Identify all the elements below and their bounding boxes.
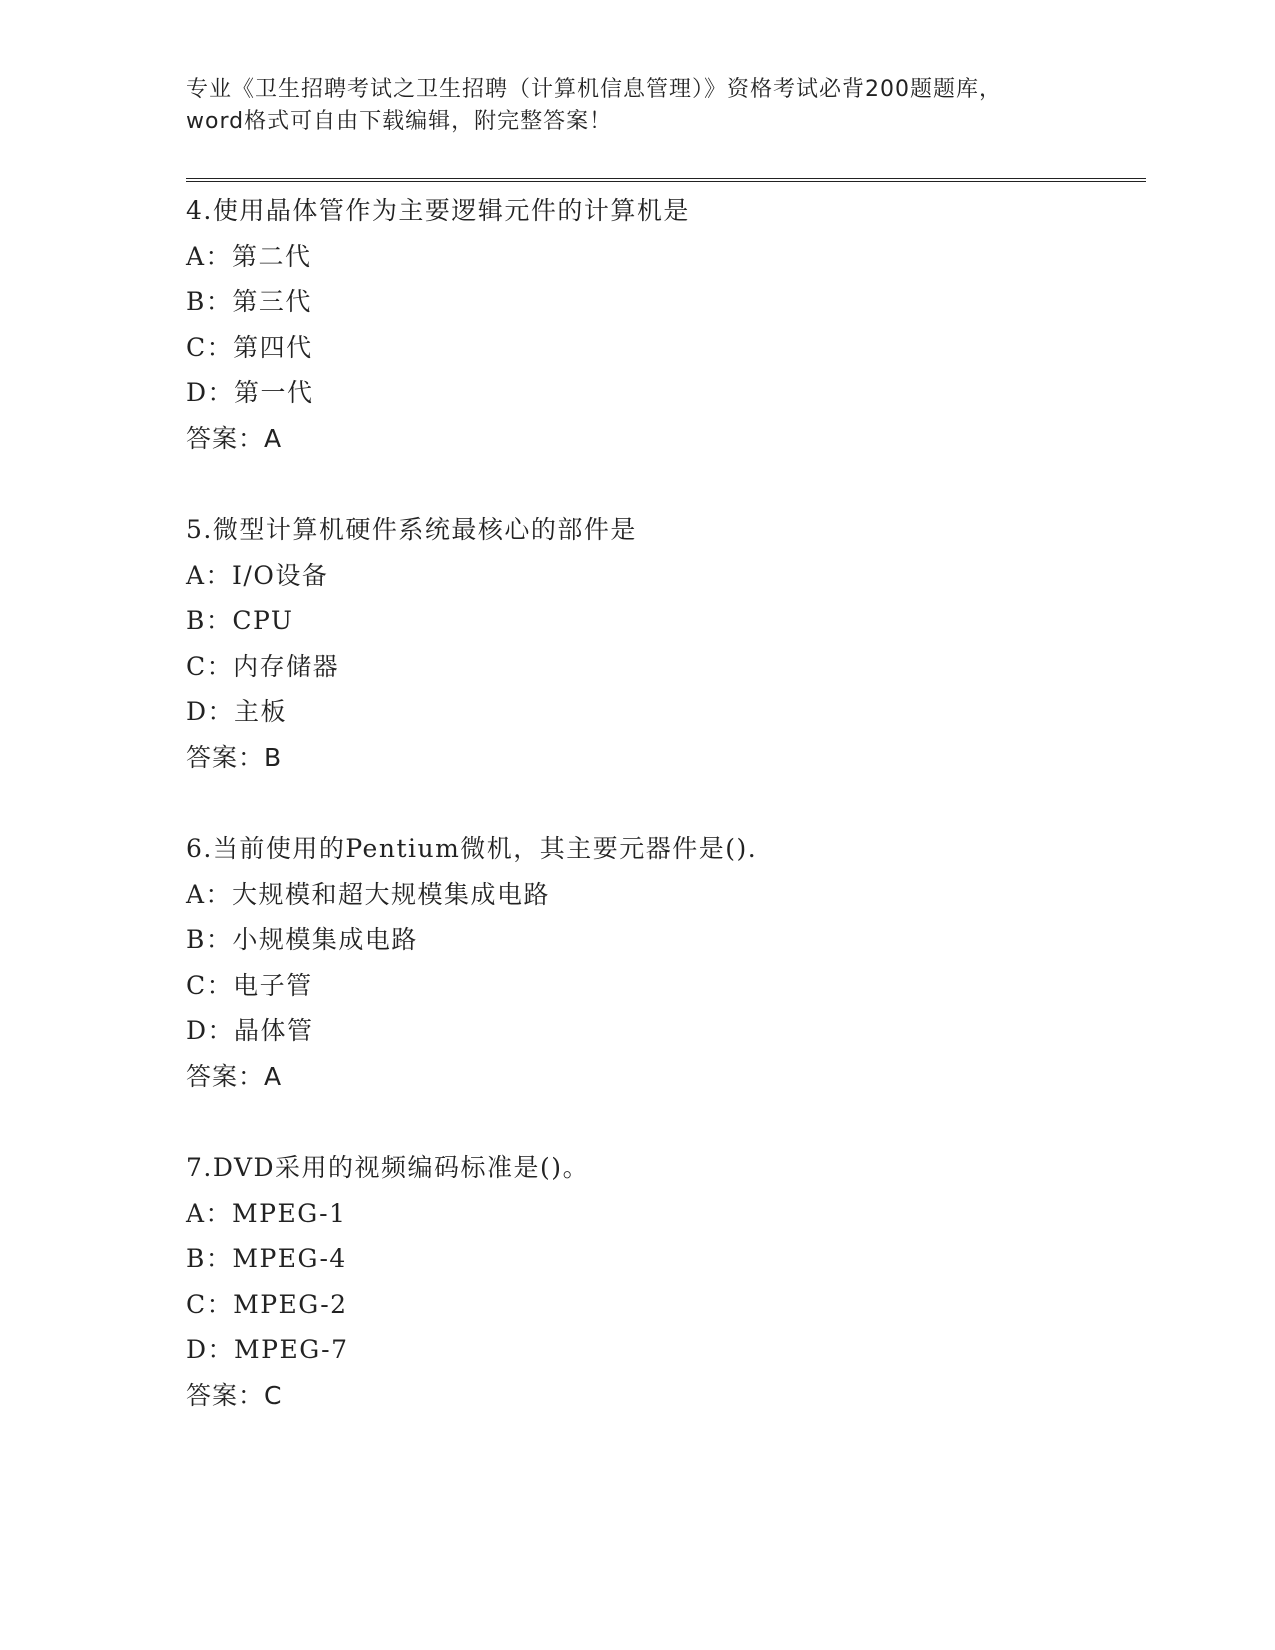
answer-line: 答案：A <box>186 423 283 453</box>
question-list <box>186 188 1146 1464</box>
option-a: A：大规模和超大规模集成电路 <box>186 879 551 909</box>
option-c: C：第四代 <box>186 332 313 362</box>
question-6 <box>186 826 1146 1099</box>
option-d: D：第一代 <box>186 378 314 407</box>
option-a: A：第二代 <box>186 241 312 271</box>
document-header <box>186 74 1146 138</box>
option-b: B：第三代 <box>186 287 312 316</box>
option-d: D：主板 <box>186 697 288 726</box>
answer-line: 答案：B <box>186 742 283 772</box>
question-title: 4.使用晶体管作为主要逻辑元件的计算机是 <box>186 196 690 225</box>
option-b: B：CPU <box>186 606 294 635</box>
header-title-line-1: 专业《卫生招聘考试之卫生招聘（计算机信息管理）》资格考试必背200题题库， <box>186 77 1002 102</box>
header-double-rule <box>186 178 1146 182</box>
option-a: A：MPEG-1 <box>186 1198 347 1228</box>
answer-line: 答案：C <box>186 1380 283 1410</box>
question-4 <box>186 188 1146 461</box>
question-title: 6.当前使用的Pentium微机，其主要元器件是(). <box>186 834 758 863</box>
answer-line: 答案：A <box>186 1061 283 1091</box>
option-d: D：MPEG-7 <box>186 1335 349 1364</box>
question-5 <box>186 507 1146 780</box>
option-c: C：内存储器 <box>186 651 340 681</box>
header-title-line-2: word格式可自由下载编辑，附完整答案！ <box>186 109 613 134</box>
question-title: 5.微型计算机硬件系统最核心的部件是 <box>186 515 637 544</box>
option-a: A：I/O设备 <box>186 560 329 590</box>
option-c: C：MPEG-2 <box>186 1289 348 1319</box>
option-b: B：MPEG-4 <box>186 1244 347 1273</box>
option-c: C：电子管 <box>186 970 313 1000</box>
question-title: 7.DVD采用的视频编码标准是()。 <box>186 1153 590 1182</box>
option-b: B：小规模集成电路 <box>186 925 418 954</box>
question-7 <box>186 1145 1146 1418</box>
option-d: D：晶体管 <box>186 1016 314 1045</box>
